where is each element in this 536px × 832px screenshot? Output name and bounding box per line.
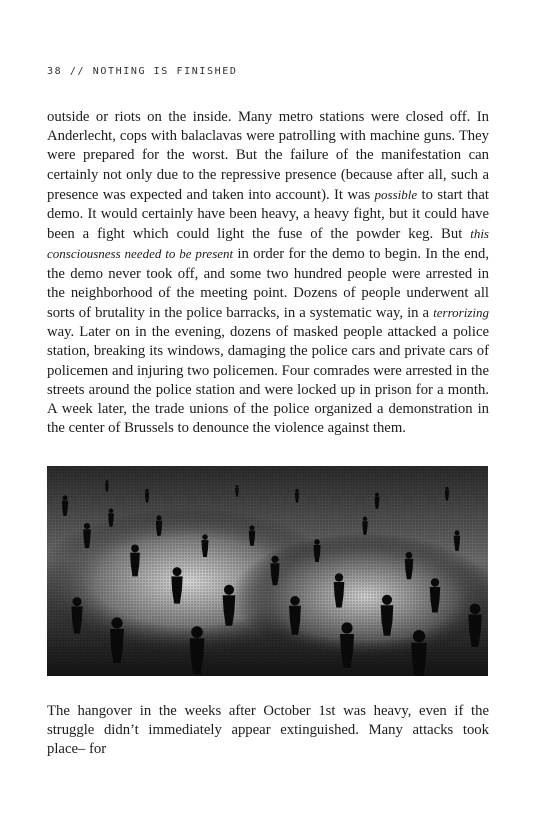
body-text-bottom xyxy=(47,702,489,760)
text-run: The hangover in the weeks after October 1st was heavy, even if the struggle didn’t immediately appear extinguished. Many attacks took place– for xyxy=(47,703,489,758)
photo-image xyxy=(47,466,488,676)
text-run: outside or riots on the inside. Many metro stations were closed off. In Anderlecht, cops with balaclavas were patrolling with machine guns. They were prepared for the worst. But the failure of the manifestation can certainly not only due to the repressive presence (because after all, such a presence was expected and taken into account). It was xyxy=(47,109,489,203)
italic-text: this consciousness needed to be present xyxy=(47,226,489,262)
italic-text: terrorizing xyxy=(433,305,489,321)
body-text-top xyxy=(47,108,489,438)
text-run: way. Later on in the evening, dozens of masked people attacked a police station, breaking its windows, damaging the police cars and private cars of policemen and injuring two policemen. Four comrades were arrested in the streets around the police station and were locked up in prison for a month. A week later, the trade unions of the police organized a demonstration in the center of Brussels to denounce the violence against them. xyxy=(47,324,489,437)
paragraph xyxy=(47,108,489,438)
text-run: in order for the demo to begin. In the end, the demo never took off, and some two hundred people were arrested in the neighborhood of the meeting point. Dozens of people underwent all sorts of brutality in the police barracks, in a systematic way, in a xyxy=(47,246,489,322)
running-head: 38 // NOTHING IS FINISHED xyxy=(47,66,238,77)
paragraph xyxy=(47,702,489,760)
italic-text: possible xyxy=(374,186,418,202)
street-crowd-photo xyxy=(47,466,488,676)
text-run: to start that demo. It would certainly have been heavy, a heavy fight, but it could have been a fight which could light the fuse of the powder keg. But xyxy=(47,186,489,243)
